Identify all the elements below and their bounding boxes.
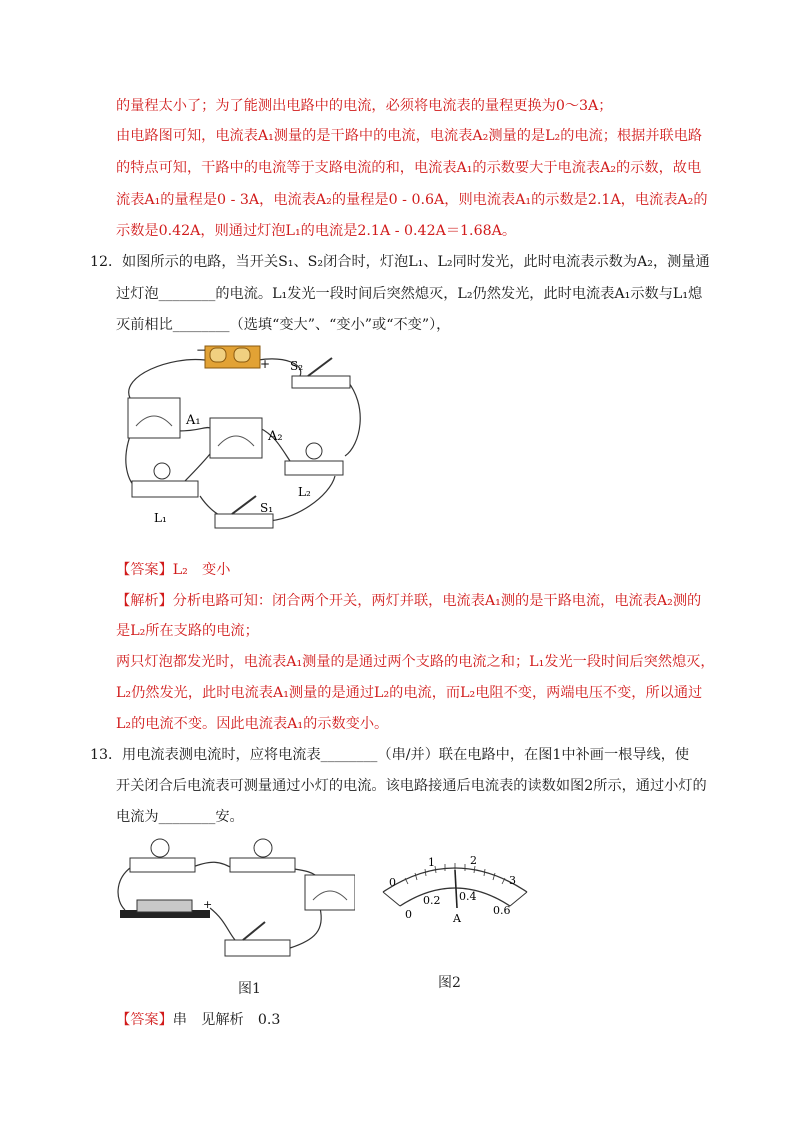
q12-line-3: 灭前相比________（选填“变大”、“变小”或“不变”）， [116, 317, 451, 333]
q12-analysis-row-1 [116, 591, 701, 611]
scale-top-2: 2 [470, 854, 477, 867]
q12-analysis-line-3: 两只灯泡都发光时，电流表A₁测量的是通过两个支路的电流之和；L₁发光一段时间后突然熄灭， [116, 654, 715, 670]
q13-line-1: 用电流表测电流时，应将电流表________（串/并）联在电路中，在图1中补画一根导线，使 [122, 747, 690, 763]
q12-circuit-figure [110, 336, 380, 536]
scale-bottom-2: 0.4 [459, 890, 477, 903]
q13-line-2: 开关闭合后电流表可测量通过小灯的电流。该电路接通后电流表的读数如图2所示，通过小灯的 [116, 778, 707, 794]
q12-number: 12． [90, 254, 123, 270]
scale-bottom-0: 0 [405, 908, 412, 921]
q12-label-s2: S₂ [290, 359, 304, 373]
scale-bottom-3: 0.6 [493, 904, 511, 917]
scale-bottom-1: 0.2 [423, 894, 441, 907]
scale-top-0: 0 [389, 876, 396, 889]
q13-line-3: 电流为________安。 [116, 809, 244, 825]
analysis-line-1: 的量程太小了；为了能测出电路中的电流，必须将电流表的量程更换为0～3A； [116, 98, 613, 114]
scale-top-1: 1 [428, 856, 435, 869]
q13-number: 13． [90, 747, 123, 763]
q13-meter-scale-figure [375, 848, 535, 928]
q12-analysis-line-1: 分析电路可知：闭合两个开关，两灯并联，电流表A₁测的是干路电流，电流表A₂测的 [172, 593, 702, 609]
q12-analysis-line-5: L₂的电流不变。因此电流表A₁的示数变小。 [116, 716, 389, 732]
q13-figure-2-caption: 图2 [438, 975, 461, 991]
q12-label-s1: S₁ [260, 501, 274, 515]
q13-circuit-figure-1 [115, 830, 355, 970]
analysis-line-5: 示数是0.42A，则通过灯泡L₁的电流是2.1A - 0.42A＝1.68A。 [116, 223, 517, 239]
svg-text:+: + [260, 357, 271, 371]
q12-label-l1: L₁ [154, 511, 167, 525]
scale-top-3: 3 [509, 874, 516, 887]
q13-figure-1-caption: 图1 [238, 981, 261, 997]
meter-unit-label: A [453, 912, 461, 925]
q12-line-1: 如图所示的电路，当开关S₁、S₂闭合时，灯泡L₁、L₂同时发光，此时电流表示数为A₂，测量通 [122, 254, 710, 270]
analysis-line-2: 由电路图可知，电流表A₁测量的是干路中的电流，电流表A₂测量的是L₂的电流；根据并联电路 [116, 128, 703, 144]
q12-answer-tag: 【答案】 [116, 562, 173, 578]
q12-analysis-tag: 【解析】 [116, 593, 173, 609]
svg-text:+: + [203, 898, 213, 911]
q12-label-a1: A₁ [186, 413, 201, 428]
analysis-line-4: 流表A₁的量程是0 - 3A，电流表A₂的量程是0 - 0.6A，则电流表A₁的示数是2.1A，电流表A₂的 [116, 192, 708, 208]
q12-label-l2: L₂ [298, 485, 311, 499]
q12-answer-row [116, 560, 230, 580]
q13-answer-tag: 【答案】 [116, 1012, 173, 1028]
q12-label-a2: A₂ [268, 429, 283, 444]
q12-analysis-line-4: L₂仍然发光，此时电流表A₁测量的是通过L₂的电流，而L₂电阻不变，两端电压不变，所以通过 [116, 685, 703, 701]
q12-analysis-line-2: 是L₂所在支路的电流； [116, 623, 259, 639]
q13-answer-text: 串 见解析 0.3 [172, 1012, 281, 1028]
analysis-line-3: 的特点可知，干路中的电流等于支路电流的和，电流表A₁的示数要大于电流表A₂的示数，故电 [116, 160, 702, 176]
q12-answer-text: L₂ 变小 [172, 562, 231, 578]
q12-line-2: 过灯泡________的电流。L₁发光一段时间后突然熄灭，L₂仍然发光，此时电流表A₁示数与L₁熄 [116, 286, 703, 302]
q13-answer-row [116, 1010, 280, 1030]
svg-text:−: − [196, 343, 207, 357]
